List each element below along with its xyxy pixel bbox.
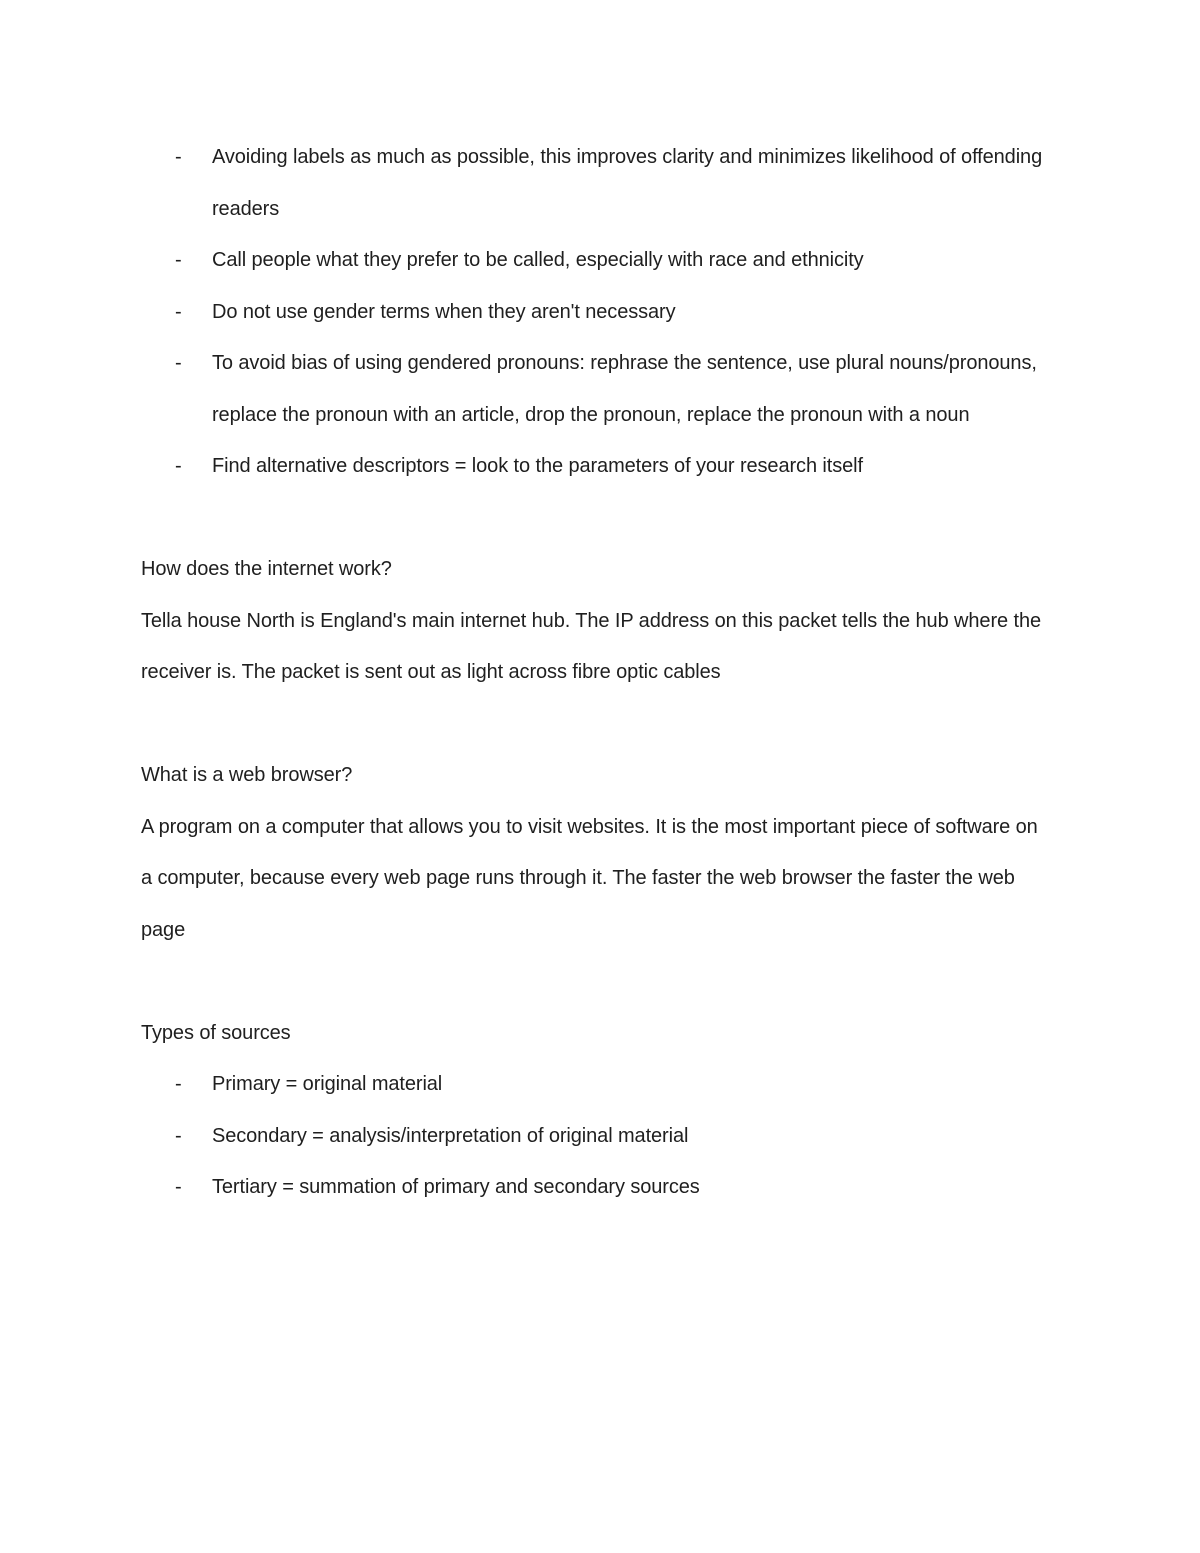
list-item-text: Find alternative descriptors = look to the parameters of your research itself xyxy=(212,455,863,477)
browser-heading: What is a web browser? xyxy=(141,764,353,786)
spacer xyxy=(141,956,1046,1008)
list-item xyxy=(141,287,1046,339)
list-item xyxy=(141,1111,1046,1163)
bullet-dash: - xyxy=(175,300,182,323)
bullet-dash: - xyxy=(175,352,182,374)
list-item-text: Tertiary = summation of primary and secondary sources xyxy=(212,1176,700,1198)
list-item-text: Avoiding labels as much as possible, this improves clarity and minimizes likelihood of offending readers xyxy=(212,146,1043,220)
bullet-dash: - xyxy=(175,1124,182,1147)
list-item xyxy=(141,235,1046,287)
bullet-dash: - xyxy=(175,249,182,271)
list-item-text: Primary = original material xyxy=(212,1073,443,1095)
bullet-dash: - xyxy=(175,146,182,168)
list-item xyxy=(141,338,1046,441)
list-item-text: Call people what they prefer to be called, especially with race and ethnicity xyxy=(212,249,864,271)
internet-heading: How does the internet work? xyxy=(141,558,392,580)
sources-heading: Types of sources xyxy=(141,1021,291,1044)
bullet-dash: - xyxy=(175,455,182,477)
bias-guidelines-list xyxy=(141,132,1046,493)
list-item-text: To avoid bias of using gendered pronouns: rephrase the sentence, use plural nouns/pronouns, replace the pronoun with an article, drop the pronoun, replace the pronoun with a noun xyxy=(212,352,1037,426)
list-item xyxy=(141,1162,1046,1214)
bullet-dash: - xyxy=(175,1073,182,1095)
bullet-dash: - xyxy=(175,1176,182,1198)
document-content xyxy=(141,132,1046,1214)
spacer xyxy=(141,493,1046,545)
list-item-text: Secondary = analysis/interpretation of original material xyxy=(212,1124,689,1147)
list-item xyxy=(141,132,1046,235)
spacer xyxy=(141,699,1046,751)
list-item xyxy=(141,1059,1046,1111)
internet-body: Tella house North is England's main internet hub. The IP address on this packet tells the hub where the receiver is. The packet is sent out as light across fibre optic cables xyxy=(141,609,1041,683)
source-types-list xyxy=(141,1059,1046,1214)
browser-body: A program on a computer that allows you to visit websites. It is the most important piece of software on a computer, because every web page runs through it. The faster the web browser the faster the web page xyxy=(141,815,1038,941)
list-item xyxy=(141,441,1046,493)
list-item-text: Do not use gender terms when they aren't necessary xyxy=(212,300,676,323)
